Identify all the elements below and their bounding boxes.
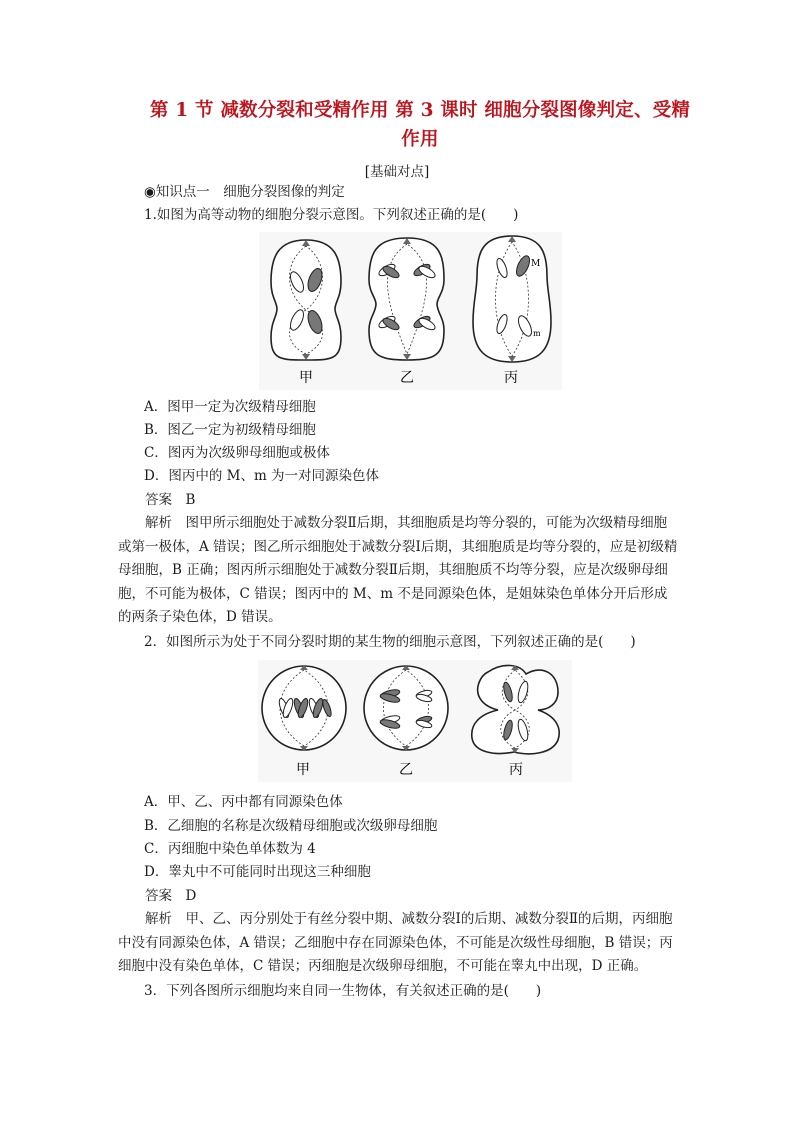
q2-option-a: A．甲、乙、丙中都有同源染色体 (144, 794, 343, 810)
q1-fig-label-jia: 甲 (299, 370, 313, 386)
q1-answer: 答案 B (145, 492, 196, 508)
q1-cell-bing (473, 236, 551, 362)
q1-analysis: 解析 图甲所示细胞处于减数分裂Ⅱ后期，其细胞质是均等分裂的，可能为次级精母细胞或第一极体，A 错误；图乙所示细胞处于减数分裂Ⅰ后期，其细胞质是均等分裂的，应是初级精母细胞，B 正确；图丙所示细胞处于减数分裂Ⅱ后期，其细胞质不均等分裂，应是次级卵母细胞，不可能为极体，C 错误；图丙中的 M、m 不是同源染色体，是姐妹染色单体分开后形成的两条子染色体，D 错误。 (118, 515, 678, 626)
q1-fig-label-bing: 丙 (504, 370, 518, 386)
q2-figure (258, 660, 572, 782)
section-tag: [基础对点] (364, 164, 430, 180)
q2-fig-label-jia: 甲 (296, 762, 310, 778)
q2-analysis: 解析 甲、乙、丙分别处于有丝分裂中期、减数分裂Ⅰ的后期、减数分裂Ⅱ的后期，丙细胞中没有同源染色体，A 错误；乙细胞中存在同源染色体，不可能是次级性母细胞，B 错误；丙细胞中没有染色单体，C 错误；丙细胞是次级卵母细胞，不可能在睾丸中出现，D 正确。 (118, 911, 673, 975)
page-title (120, 96, 720, 154)
q2-option-d: D．睾丸中不可能同时出现这三种细胞 (144, 864, 371, 880)
q2-fig-label-yi: 乙 (399, 762, 413, 778)
q2-answer: 答案 D (145, 888, 197, 904)
q2-option-c: C．丙细胞中染色单体数为 4 (144, 841, 316, 857)
q1-fig-label-yi: 乙 (400, 370, 414, 386)
q1-option-b: B．图乙一定为初级精母细胞 (144, 422, 316, 438)
q1-option-c: C．图丙为次级卵母细胞或极体 (144, 445, 330, 461)
title-line-2: 作用 (401, 129, 439, 150)
q1-cell-yi (369, 238, 444, 360)
q3-stem: 3．下列各图所示细胞均来自同一生物体，有关叙述正确的是( ) (144, 983, 542, 999)
q2-stem: 2．如图所示为处于不同分裂时期的某生物的细胞示意图，下列叙述正确的是( ) (144, 634, 636, 650)
q2-cell-jia (262, 665, 346, 751)
q1-stem: 1.如图为高等动物的细胞分裂示意图。下列叙述正确的是( ) (144, 207, 519, 223)
q1-option-d: D．图丙中的 M、m 为一对同源染色体 (144, 468, 380, 484)
q1-chrom-label-M: M (531, 259, 541, 269)
q2-cell-yi (364, 665, 448, 751)
q2-fig-label-bing: 丙 (509, 762, 523, 778)
q1-option-a: A．图甲一定为次级精母细胞 (144, 399, 316, 415)
q1-figure (259, 232, 562, 390)
title-line-1: 第 1 节 减数分裂和受精作用 第 3 课时 细胞分裂图像判定、受精 (149, 100, 691, 121)
q1-chrom-label-m: m (533, 329, 541, 338)
knowledge-point-heading: ◉知识点一 细胞分裂图像的判定 (144, 184, 345, 200)
q1-cell-jia (271, 240, 341, 360)
q2-option-b: B．乙细胞的名称是次级精母细胞或次级卵母细胞 (144, 818, 438, 834)
